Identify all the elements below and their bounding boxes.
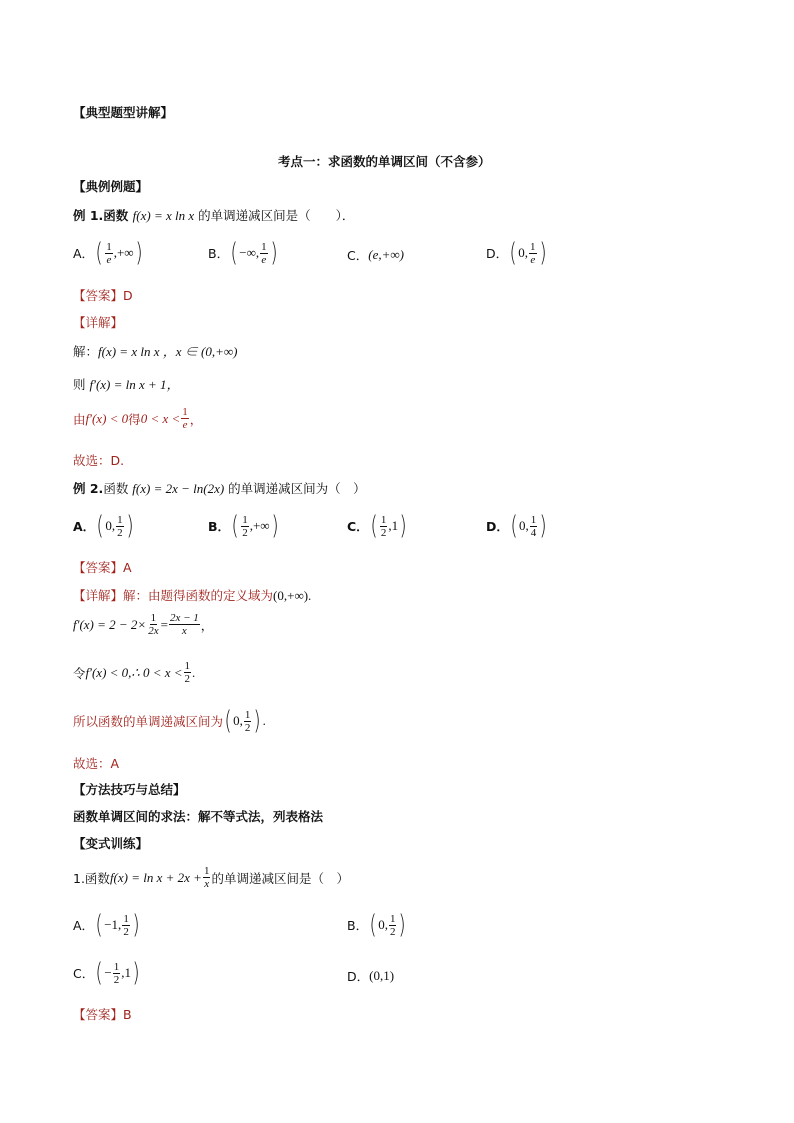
- example-2-inequality-line: 令 f′(x) < 0,∴ 0 < x < $\frac{1}{2}$ .: [73, 660, 196, 685]
- example-2-conclusion-line: 所以函数的单调递减区间为 ( 0, $\frac{1}{2}$ ) .: [73, 706, 266, 736]
- example-1-option-c: C． (e,+∞): [347, 247, 404, 263]
- example-1-option-b: B． ( −∞, $\frac{1}{e}$ ): [208, 238, 278, 268]
- method-label: 【方法技巧与总结】: [73, 782, 186, 797]
- variant-option-c: C． ( − $\frac{1}{2}$ ,1 ): [73, 958, 140, 988]
- example-1-solution-line-2: 则 f′(x) = ln x + 1，: [73, 377, 180, 392]
- example-1-question: [73, 206, 354, 224]
- example-1-answer: 【答案】D: [73, 288, 133, 303]
- example-2-derivative-line: f′(x) = 2 − 2× $\frac{1}{2x}$ = $\frac{2x - 1}{x}$ ，: [73, 612, 214, 637]
- example-1-choose: 故选：D.: [73, 453, 125, 468]
- example-1-suffix: 的单调递减区间是（ ）．: [194, 208, 355, 223]
- method-text: 函数单调区间的求法：解不等式法，列表格法: [73, 809, 324, 824]
- example-2-answer: 【答案】A: [73, 560, 132, 575]
- example-2-option-b: B． ( $\frac{1}{2}$ ,+∞ ): [208, 511, 279, 541]
- example-2-option-d: D． ( 0, $\frac{1}{4}$ ): [486, 511, 547, 541]
- example-1-option-a: A． ( $\frac{1}{e}$ ,+∞ ): [73, 238, 143, 268]
- example-2-option-c: C． ( $\frac{1}{2}$ ,1 ): [347, 511, 407, 541]
- example-2-option-a: A． ( 0, $\frac{1}{2}$ ): [73, 511, 134, 541]
- example-1-detail-label: 【详解】: [73, 315, 124, 330]
- variant-option-b: B． ( 0, $\frac{1}{2}$ ): [347, 910, 407, 940]
- example-2-detail: 【详解】解：由题得函数的定义域为(0,+∞).: [73, 588, 312, 603]
- example-2-choose: 故选：A: [73, 756, 120, 771]
- example-1-prefix: 例 1.函数: [73, 208, 133, 223]
- example-2-question: 例 2.函数 f(x) = 2x − ln(2x) 的单调递减区间为（ ）: [73, 481, 366, 496]
- variant-option-a: A． ( −1, $\frac{1}{2}$ ): [73, 910, 140, 940]
- example-1-function: f(x) = x ln x: [132, 208, 195, 223]
- variant-answer: 【答案】B: [73, 1007, 132, 1022]
- typical-example-label: 【典例例题】: [73, 179, 149, 194]
- topic-title: 考点一：求函数的单调区间（不含参）: [278, 154, 491, 169]
- example-1-solution-line-3: 由 f′(x) < 0 得 0 < x < $\frac{1}{e}$ ，: [73, 406, 203, 431]
- variant-label: 【变式训练】: [73, 836, 149, 851]
- example-1-option-d: D． ( 0, $\frac{1}{e}$ ): [486, 238, 547, 268]
- variant-option-d: D． (0,1): [347, 968, 395, 984]
- section-header: 【典型题型讲解】: [73, 105, 174, 120]
- variant-question: 1.函数 f(x) = ln x + 2x + $\frac{1}{x}$ 的单调递减区间是（ ）: [73, 865, 349, 890]
- example-1-solution-line-1: 解：f(x) = x ln x ，x ∈ (0,+∞): [73, 344, 238, 359]
